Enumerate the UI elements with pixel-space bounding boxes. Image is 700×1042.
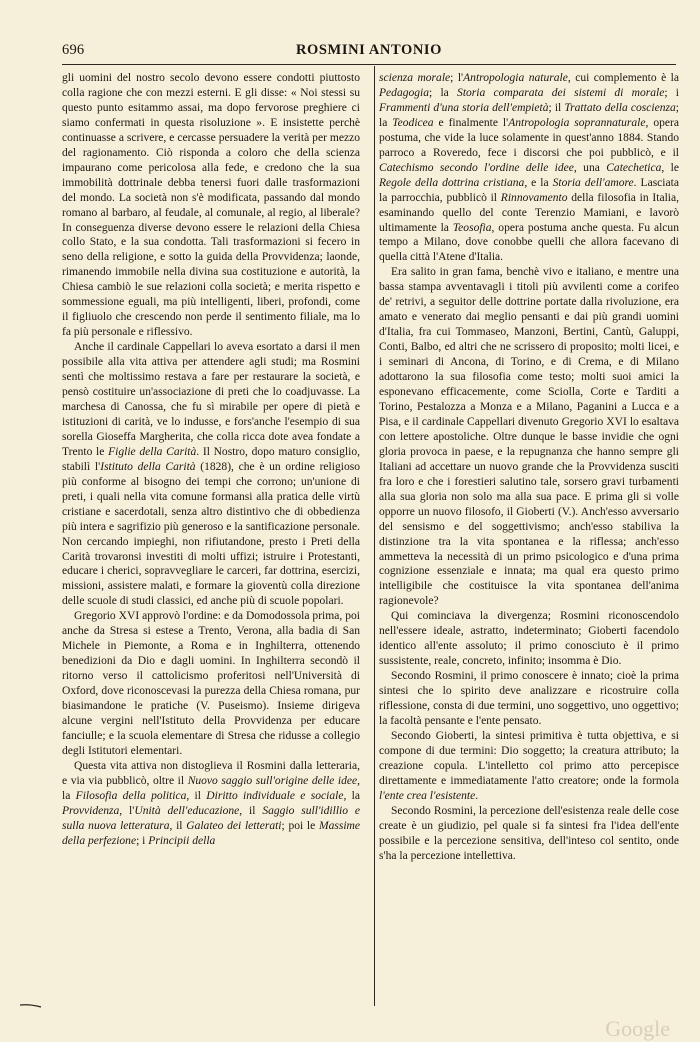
italic-title: Galateo dei letterati: [186, 819, 282, 832]
paragraph: [379, 729, 679, 804]
italic-title: Teosofia: [452, 221, 492, 234]
italic-title: Diritto individuale e sociale: [206, 789, 344, 802]
text-run: . Il Nostro, dopo maturo consiglio, stabilì l': [62, 445, 360, 473]
right-column: [374, 66, 679, 1006]
text-run: e finalmente l': [433, 116, 509, 129]
text-run: (1828), che è un ordine religioso più conforme al bisogno dei tempi che corrono; un'unione di preti, i quali nella vita comune formansi alla pratica delle virtù cristiane e sacerdotali, senza altro distintivo che di obbedienza più intera e sagrifizio più generoso e la santificazione personale. Non cercando impieghi, non rifiutandone, presto i Preti della Carità trovaronsi investiti di molti uffizi; istruire i Protestanti, educare i cherici, sopravvegliare le carceri, far dottrina, esercizi, missioni, assistere malati, e formare la gioventù colla direzione delle scuole di studi classici, ed anche più di scuole popolari.: [62, 460, 360, 608]
text-run: ; l': [450, 72, 464, 84]
paragraph: [379, 669, 679, 729]
paragraph: [379, 609, 679, 669]
italic-title: Principii della: [148, 834, 216, 847]
italic-title: Frammenti d'una storia dell'empietà: [379, 101, 549, 114]
text-run: Secondo Rosmini, la percezione dell'esistenza reale delle cose create è un giudizio, pel quale si fa sintesi fra l'idea dell'ente possibile e la percezione sensitiva, dell'inteso col sentito, onde s'ha la percezione intellettiva.: [379, 804, 679, 862]
text-run: ; il: [548, 101, 565, 114]
text-run: , una: [573, 161, 607, 174]
italic-title: scienza morale: [379, 72, 451, 84]
text-run: , l': [119, 804, 135, 817]
text-run: ; la: [379, 101, 679, 129]
text-run: , opera postuma anche questa. Fu alcun tempo a Milano, dove conobbe quelli che allora facevano di quella città l'Atene d'Italia.: [379, 221, 679, 264]
text-run: ; poi le: [281, 819, 319, 832]
text-run: , le: [661, 161, 679, 174]
text-run: , la: [343, 789, 361, 802]
paragraph: [62, 759, 360, 849]
italic-title: Storia dell'amore: [552, 176, 634, 189]
text-run: Secondo Gioberti, la sintesi primitiva è tutta objettiva, e si compone di due termini: Dio soggetto; la creatura attributo; la creazione copula. L'intelletto col primo atto percepisce direttamente e immediatamente l'atto creatore; onde la formola: [379, 729, 679, 787]
text-run: Qui cominciava la divergenza; Rosmini riconoscendolo nell'essere ideale, astratto, indeterminato; Gioberti facendolo identico all'ente assoluto; il primo conosciuto è il primo sussistente, reale, concreto, infinito; insomma è Dio.: [379, 610, 679, 668]
paragraph: [379, 71, 679, 265]
paragraph: [379, 804, 679, 864]
text-run: , e la: [524, 176, 553, 189]
page-number: 696: [62, 42, 85, 58]
italic-title: Massime della perfezione: [62, 819, 361, 847]
italic-title: Teodicea: [392, 116, 434, 129]
text-run: ; i: [664, 86, 679, 99]
italic-title: Figlie della Carità: [108, 445, 197, 458]
italic-title: Filosofia della politica: [75, 789, 187, 802]
text-run: della filosofia in Italia, esaminando quello del conte Terenzio Mamiani, e lavorò ultimamente la: [379, 191, 680, 234]
italic-title: Antropologia naturale: [463, 72, 568, 84]
text-run: . Lasciata la parrocchia, pubblicò il: [379, 176, 679, 204]
italic-title: Pedagogia: [379, 86, 430, 99]
italic-title: Nuovo saggio sull'origine delle idee: [187, 774, 358, 787]
paragraph: [62, 609, 360, 759]
text-run: Anche il cardinale Cappellari lo aveva esortato a darsi il men possibile alla vita attiva per attendere agli studi; ma Rosmini sentì che moltissimo restava a fare per restaurare la società, e pensò costituire un'associazione di preti che lo coadjuvasse. La marchesa di Canossa, che fu sì mirabile per opere di pietà e istituzioni di carità, ve lo indusse, e fors'anche l'esempio di sua sorella Gioseffa Margherita, che colla ricca dote avea fondate a Trento le: [62, 341, 360, 458]
italic-title: Istituto della Carità: [100, 460, 196, 473]
italic-title: Provvidenza: [62, 804, 120, 817]
italic-title: Catechismo secondo l'ordine delle idee: [379, 161, 574, 174]
italic-title: Trattato della coscienza: [564, 101, 676, 114]
paragraph: [62, 340, 360, 609]
text-run: , la: [62, 774, 361, 802]
text-run: , opera postuma, che vide la luce solamente in quest'anno 1884. Stando parroco a Roveredo, fece i discorsi che poi pubblicò, e il: [379, 116, 679, 159]
italic-title: Catechetica: [606, 161, 662, 174]
left-column: [62, 71, 360, 849]
paragraph: [379, 265, 679, 609]
text-run: ; la: [429, 86, 458, 99]
italic-title: l'ente crea l'esistente: [379, 789, 476, 802]
text-run: Era salito in gran fama, benchè vivo e italiano, e mentre una bassa stampa avventavagli i titoli più avvilenti come a corifeo de' retrivi, a seguitor delle dottrine portate dalla rivoluzione, era amato e venerato dai meglio pensanti e dai più grandi uomini d'Italia, fra cui Tommaseo, Manzoni, Bertini, Cantù, Galuppi, Conti, Balbo, ed altri che ne scrissero di proposito; molti licei, e i seminari di Ancona, di Torino, e di Crema, e di Milano adottarono la sua filosofia come testo; molti suoi amici la esponevano efficacemente, come Sciolla, Corte e Tarditi a Torino, Pestalozza a Monza e a Milano, Paganini a Lucca e a Pisa, e il cardinale Cappellari divenuto Gregorio XVI lo esaltava con lettere apostoliche. Oltre dunque le basse invidie che ogni gloria provoca in paese, e la repugnanza che hanno sempre gli Italiani ad accettare un nuovo grande che la Provvidenza susciti fra loro e che i forestieri salutino tale, sorsero gravi turbamenti alla sua gloria non solo ma alla sua pace. E prima gli si volle opporre un nuovo filosofo, il Gioberti (V.). Anch'esso avversario del sensismo e del soggettivismo; anch'esso stabiliva la distinzione tra la vita spontanea e la riflessa; anch'esso ammetteva la necessità di un primo psicologico e d'una prima cognizione essenziale e innata; ma qual era questo primo intelligibile che costituisce la vita spontanea dell'anima ragionevole?: [379, 266, 679, 608]
italic-title: Saggio sull'idillio e sulla nuova letteratura: [62, 804, 361, 832]
text-run: , il: [239, 804, 263, 817]
italic-title: Rinnovamento: [500, 191, 568, 204]
italic-title: Storia comparata dei sistemi di morale: [457, 86, 665, 99]
header-rule: [62, 64, 676, 65]
text-run: Questa vita attiva non distoglieva il Rosmini dalla letteraria, e via via pubblicò, oltre il: [62, 759, 360, 787]
text-run: .: [475, 789, 479, 802]
margin-mark: [20, 1004, 42, 1008]
paragraph: [62, 71, 360, 340]
text-run: , cui complemento è la: [567, 72, 679, 84]
text-run: Secondo Rosmini, il primo conoscere è innato; cioè la prima sintesi che lo spirito deve analizzare e ricostruire colla riflessione, consta di due termini, uno soggettivo, uno oggettivo; la facoltà pensante e l'ente pensato.: [379, 670, 679, 727]
running-title: ROSMINI ANTONIO: [295, 42, 443, 58]
text-run: , il: [169, 819, 187, 832]
text-run: , il: [186, 789, 207, 802]
page-header: [62, 40, 676, 62]
italic-title: Unità dell'educazione: [134, 804, 240, 817]
text-run: Gregorio XVI approvò l'ordine: e da Domodossola prima, poi anche da Stresa si estese a Trento, Verona, alla badia di San Michele in Piemonte, a Roma e in Inghilterra, ottenendo benedizioni da Dio e dagli uomini. In Inghilterra secondò il ritorno verso il cattolicismo proferitosi nell'Università di Oxford, dove riconoscevasi la purezza della Chiesa romana, pur biasimandone le pratiche (V. Puseismo). Insieme dirigeva alcune vergini nell'Istituto della Provvidenza per educare fanciulle; e la scuola elementare di Stresa che ridusse a collegio degli Istitutori elementari.: [62, 610, 360, 757]
italic-title: Antropologia soprannaturale: [508, 116, 646, 129]
italic-title: Regole della dottrina cristiana: [379, 176, 525, 189]
text-run: gli uomini del nostro secolo devono essere condotti piuttosto colla ragione che con mezzi esterni. E gli disse: « Noi stessi su questo punto esitammo assai, ma dopo fervorose preghiere ci siamo confermati in questa risoluzione ». E insistette perchè continuasse a scrivere, e cercasse persuadere la verità per mezzo del ragionamento. Ciò risponda a coloro che della scienza impaurano come pericolosa alla fede, e credono che la sua immobilità dottrinale debba tenersi fuori dalle trasformazioni del mondo. La società non s'è modificata, passando dal mondo romano al barbaro, al feudale, al comunale, al regio, al liberale? In conseguenza diverse devono essere le relazioni della Chiesa collo Stato, e la sua condotta. Tali trasformazioni si fecero in seno della religione, e sotto la guida della Provvidenza; laonde, rimanendo immobile nella divina sua costituzione e autorità, la Chiesa cambiò le sue relazioni colla società; e merita rispetto e sommessione eguali, ma più intelligenti, liberi, profondi, come il figliuolo che crescendo non perde il sentimento filiale, ma lo fa più personale e riflessivo.: [62, 72, 360, 339]
text-run: ; i: [136, 834, 149, 847]
scan-watermark: Google: [605, 1016, 670, 1041]
